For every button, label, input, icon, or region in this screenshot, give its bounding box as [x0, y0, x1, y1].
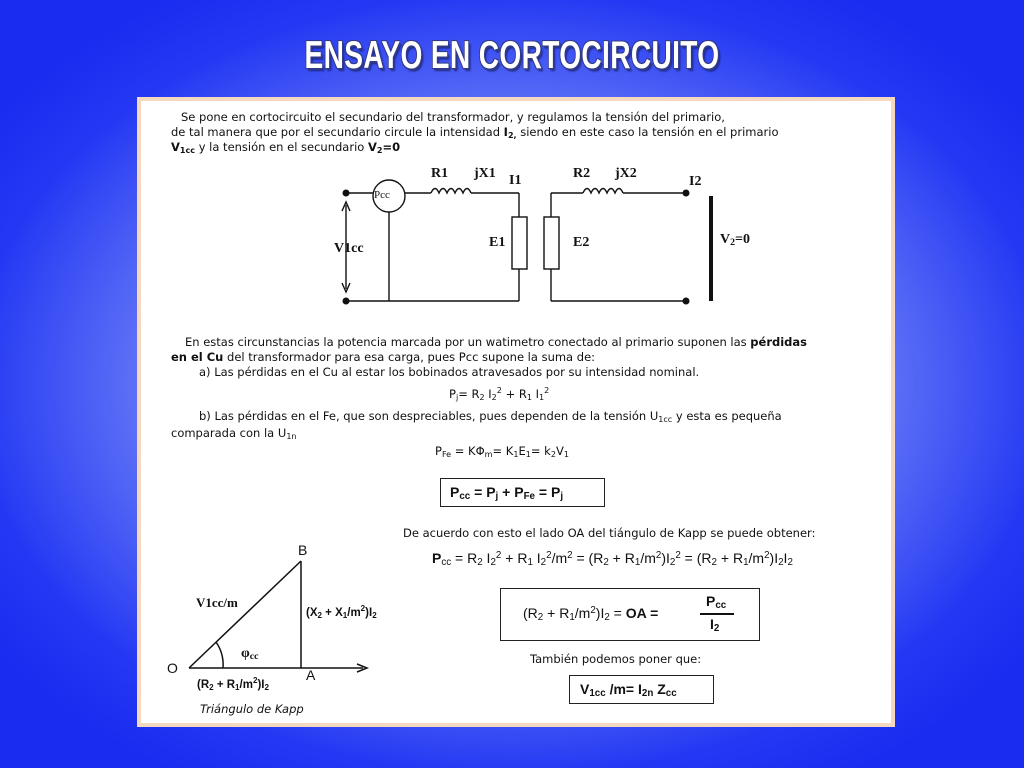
wattmeter-label: Pcc: [374, 189, 390, 201]
jx1-label: jX1: [474, 166, 496, 181]
i1-label: I1: [509, 173, 522, 188]
r2-label: R2: [573, 166, 591, 181]
r1-label: R1: [431, 166, 449, 181]
para2-line-1: En estas circunstancias la potencia marcada por un watimetro conectado al primario suponen las pérdidas: [185, 335, 808, 349]
e1-box: [512, 217, 527, 269]
equation-pcc-kapp: $P_{cc} = R_2$ $I_2^2 + R_1$ $I_2^2/m^2 = (R_2 + R_1/m^2)I_2^2 = (R_2 + R_1/m^2)I_2I_2$: [432, 550, 793, 568]
e2-box: [544, 217, 559, 269]
triangle-vertex-o: O: [167, 660, 178, 676]
oa-formula: $(R_2 + R_1/m^2)I_2$ = OA =: [523, 605, 659, 623]
triangle-vertex-b: B: [298, 542, 308, 558]
inductor-jx2: [583, 189, 623, 194]
i2-label: I2: [689, 174, 702, 189]
triangle-vertex-a: A: [306, 667, 316, 683]
content-panel: [137, 97, 895, 727]
triangle-angle-label: $\varphi_{cc}$: [241, 646, 259, 662]
oa-formula-box: [500, 588, 760, 641]
v1cc-label: V1cc: [334, 241, 364, 256]
inductor-jx1: [431, 189, 471, 194]
tambien-text: También podemos poner que:: [530, 652, 702, 666]
triangle-vertical-label: $(X_2 + X_1/m^2)I_2$: [306, 604, 377, 620]
para2-line-2: en el Cu del transformador para esa carga, pues Pcc supone la suma de:: [171, 350, 596, 364]
v1cc-formula: $V_{1cc}$ $/m= I_{2n}$ $Z_{cc}$: [580, 681, 677, 699]
fraction-bar: [700, 613, 734, 615]
intro-line-2: de tal manera que por el secundario circule la intensidad $I_{2,}$ siendo en este caso la tensión en el primario: [171, 125, 779, 140]
para2-item-a: a) Las pérdidas en el Cu al estar los bobinados atravesados por su intensidad nominal.: [199, 365, 700, 379]
jx2-label: jX2: [615, 166, 637, 181]
triangle-base-label: $(R_2 + R_1/m^2)I_2$: [197, 676, 269, 692]
kapp-intro-text: De acuerdo con esto el lado OA del tiángulo de Kapp se puede obtener:: [403, 526, 816, 540]
page-title: ENSAYO EN CORTOCIRCUITO: [304, 34, 720, 77]
v1cc-formula-box: [569, 675, 714, 704]
e2-label: E2: [573, 235, 590, 250]
triangle-hypotenuse-label: V1cc/m: [196, 595, 238, 610]
para3-line-1: b) Las pérdidas en el Fe, que son despreciables, pues dependen de la tensión $U_{1cc}$ y esta es pequeña: [199, 409, 782, 424]
intro-line-1: Se pone en cortocircuito el secundario del transformador, y regulamos la tensión del primario,: [181, 110, 725, 124]
e1-label: E1: [489, 235, 506, 250]
intro-line-3: $V_{1cc}$ y la tensión en el secundario $V_2=0$: [171, 140, 401, 155]
oa-denominator: $I_2$: [710, 616, 720, 634]
pcc-formula-box: [440, 478, 605, 507]
para3-line-2: comparada con la $U_{1n}$: [171, 426, 297, 441]
v2-label: $V_2=0$: [720, 232, 751, 248]
pcc-formula: $P_{cc} = P_j + P_{Fe} = P_j$: [450, 484, 564, 502]
triangle-caption: Triángulo de Kapp: [200, 702, 304, 716]
oa-numerator: $P_{cc}$: [706, 593, 727, 611]
equation-pj: $P_j= R_2$ $I_2^2 + R_1$ $I_1^2$: [449, 386, 550, 402]
equation-pfe: $P_{Fe} = K\Phi_m= K_1E_1= k_2V_1$: [435, 444, 569, 459]
